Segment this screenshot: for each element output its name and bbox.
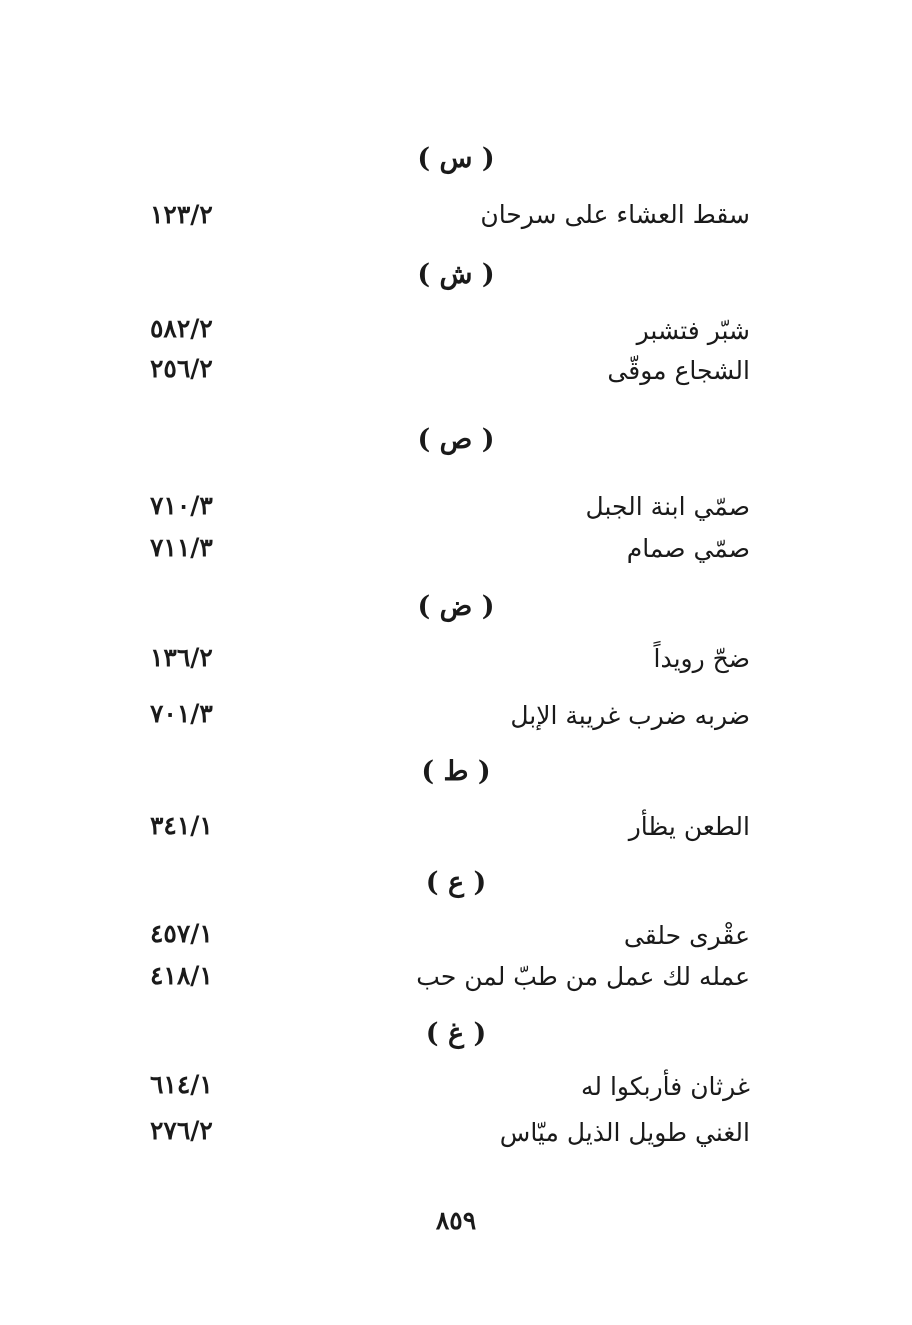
proverb-entry: ضحّ رويداً bbox=[653, 644, 750, 673]
proverb-entry: الغني طويل الذيل ميّاس bbox=[499, 1118, 750, 1147]
proverb-entry: صمّي صمام bbox=[626, 534, 750, 563]
page-reference: ٤٥٧/١ bbox=[150, 919, 213, 948]
proverb-entry: عقْرى حلقى bbox=[623, 921, 750, 950]
page-number: ٨٥٩ bbox=[435, 1206, 477, 1235]
proverb-entry: عمله لك عمل من طبّ لمن حب bbox=[416, 962, 750, 991]
page-reference: ١٢٣/٢ bbox=[150, 200, 213, 229]
section-header-shin: ( ش ) bbox=[417, 259, 495, 290]
page-reference: ١٣٦/٢ bbox=[150, 643, 213, 672]
page-reference: ٥٨٢/٢ bbox=[150, 314, 213, 343]
page-reference: ٧١١/٣ bbox=[150, 533, 213, 562]
proverb-entry: سقط العشاء على سرحان bbox=[480, 200, 750, 229]
page-reference: ٦١٤/١ bbox=[150, 1070, 213, 1099]
page-reference: ٢٧٦/٢ bbox=[150, 1116, 213, 1145]
section-header-ta: ( ط ) bbox=[421, 756, 491, 787]
proverb-entry: ضربه ضرب غريبة الإبل bbox=[510, 701, 750, 730]
section-header-ghain: ( غ ) bbox=[425, 1018, 487, 1049]
proverb-entry: الشجاع موقّى bbox=[607, 356, 750, 385]
proverb-entry: شبّر فتشبر bbox=[636, 316, 750, 345]
section-header-dad: ( ض ) bbox=[417, 591, 495, 622]
proverb-entry: صمّي ابنة الجبل bbox=[585, 492, 750, 521]
page-reference: ٧٠١/٣ bbox=[150, 699, 213, 728]
proverb-entry: الطعن يظأر bbox=[628, 812, 750, 841]
section-header-ain: ( ع ) bbox=[425, 867, 487, 898]
section-header-sin: ( س ) bbox=[417, 143, 495, 174]
section-header-sad: ( ص ) bbox=[417, 424, 495, 455]
page-reference: ٧١٠/٣ bbox=[150, 491, 213, 520]
page-reference: ٤١٨/١ bbox=[150, 961, 213, 990]
proverb-entry: غرثان فأربكوا له bbox=[581, 1072, 750, 1101]
page-reference: ٢٥٦/٢ bbox=[150, 354, 213, 383]
page-reference: ٣٤١/١ bbox=[150, 811, 213, 840]
